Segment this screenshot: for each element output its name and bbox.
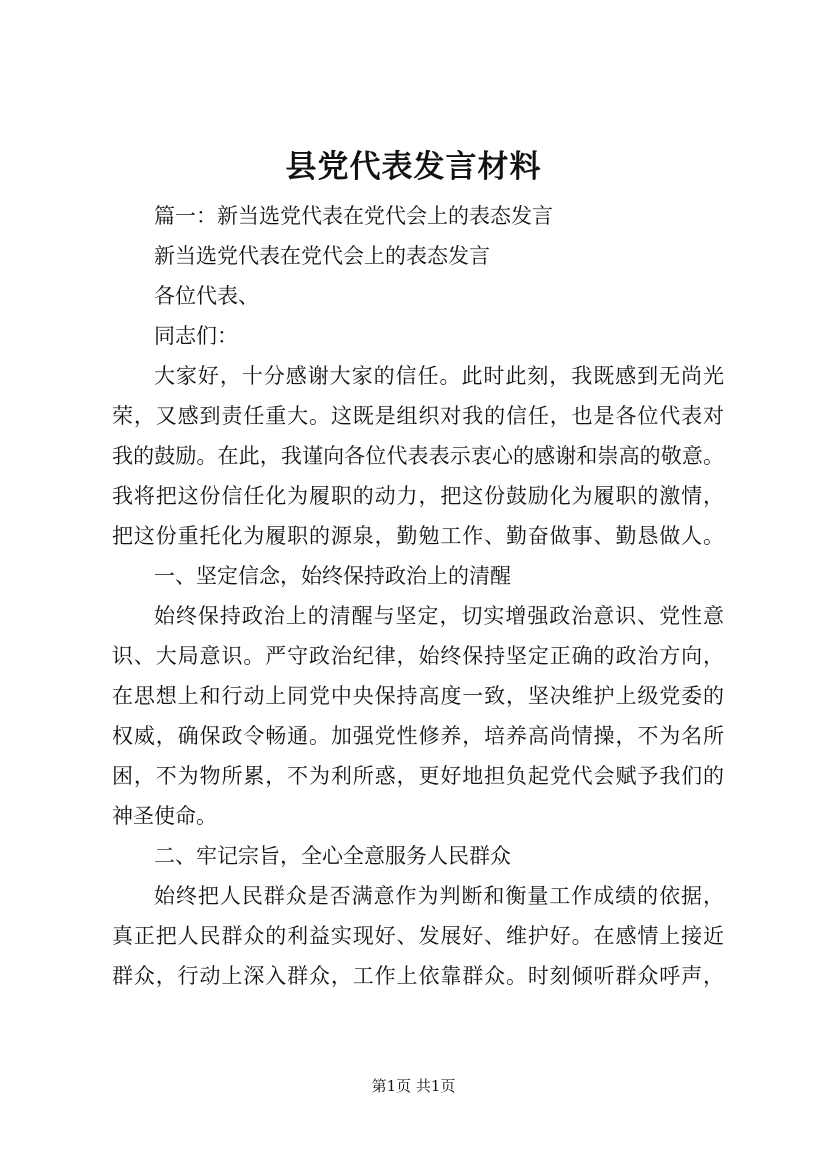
- paragraph-line: 一、坚定信念，始终保持政治上的清醒: [154, 564, 511, 588]
- paragraph-line: 困，不为物所累，不为利所惑，更好地担负起党代会赋予我们的: [112, 764, 724, 788]
- paragraph-line: 真正把人民群众的利益实现好、发展好、维护好。在感情上接近: [112, 924, 724, 948]
- paragraph-line: 荣，又感到责任重大。这既是组织对我的信任，也是各位代表对: [112, 404, 724, 428]
- paragraph-line: 群众，行动上深入群众，工作上依靠群众。时刻倾听群众呼声，: [112, 964, 724, 988]
- paragraph-line: 识、大局意识。严守政治纪律，始终保持坚定正确的政治方向，: [112, 644, 724, 668]
- paragraph-line: 我的鼓励。在此，我谨向各位代表表示衷心的感谢和崇高的敬意。: [112, 444, 724, 468]
- paragraph-line: 篇一：新当选党代表在党代会上的表态发言: [154, 204, 553, 228]
- paragraph-line: 新当选党代表在党代会上的表态发言: [154, 244, 490, 268]
- paragraph-line: 把这份重托化为履职的源泉，勤勉工作、勤奋做事、勤恳做人。: [112, 524, 724, 548]
- paragraph-line: 同志们：: [154, 324, 238, 348]
- page-footer: 第1页 共1页: [371, 1077, 456, 1095]
- paragraph-line: 我将把这份信任化为履职的动力，把这份鼓励化为履职的激情，: [112, 484, 724, 508]
- document-body: [112, 196, 724, 996]
- paragraph-line: 大家好，十分感谢大家的信任。此时此刻，我既感到无尚光: [154, 364, 724, 388]
- paragraph-line: 权威，确保政令畅通。加强党性修养，培养高尚情操，不为名所: [112, 724, 724, 748]
- paragraph-line: 始终保持政治上的清醒与坚定，切实增强政治意识、党性意: [154, 604, 724, 628]
- paragraph-line: 各位代表、: [154, 284, 259, 308]
- paragraph-line: 二、牢记宗旨，全心全意服务人民群众: [154, 844, 511, 868]
- paragraph-line: 在思想上和行动上同党中央保持高度一致，坚决维护上级党委的: [112, 684, 724, 708]
- document-title: 县党代表发言材料: [285, 149, 542, 185]
- paragraph-line: 始终把人民群众是否满意作为判断和衡量工作成绩的依据，: [154, 884, 724, 908]
- paragraph-line: 神圣使命。: [112, 804, 217, 828]
